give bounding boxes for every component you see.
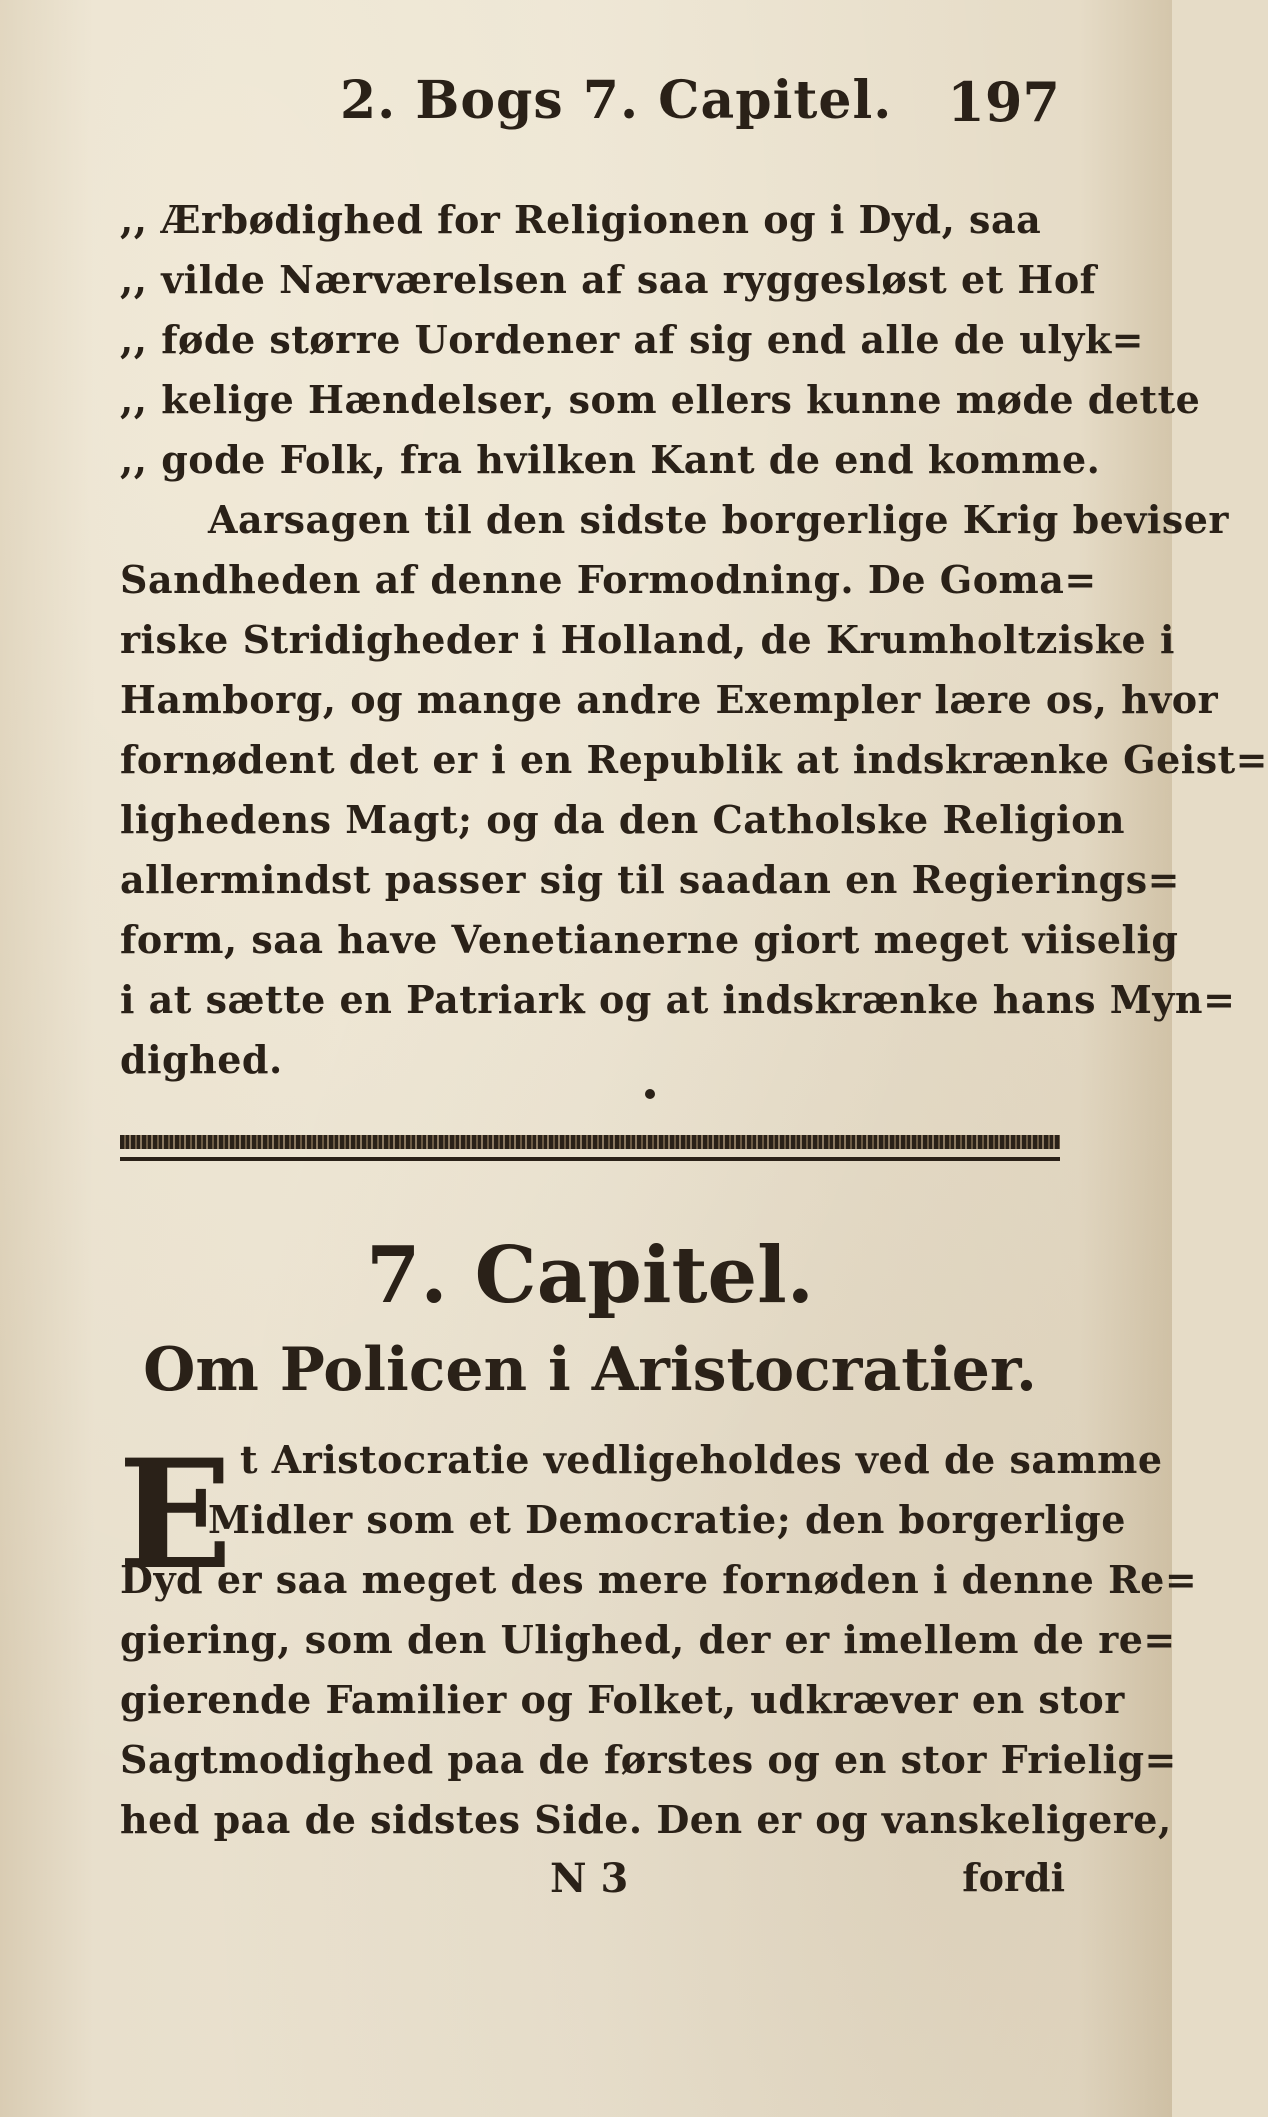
divider-dot — [645, 1089, 655, 1099]
chapter-subtitle: Om Policen i Aristocratier. — [143, 1335, 1037, 1405]
text-line: riske Stridigheder i Holland, de Krumholtziske i — [120, 617, 1175, 662]
text-line: giering, som den Ulighed, der er imellem de re= — [120, 1617, 1176, 1662]
chapter-heading: 7. Capitel. — [366, 1230, 814, 1321]
text-line: dighed. — [120, 1037, 283, 1082]
text-line: ,, kelige Hændelser, som ellers kunne møde dette — [120, 377, 1201, 422]
drop-cap: E — [118, 1427, 233, 1603]
page-header — [120, 70, 1060, 140]
text-line: Sagtmodighed paa de førstes og en stor Frielig= — [120, 1737, 1177, 1782]
text-line: Aarsagen til den sidste borgerlige Krig beviser — [208, 497, 1229, 542]
text-line: Hamborg, og mange andre Exempler lære os, hvor — [120, 677, 1219, 722]
page-footer — [120, 1855, 1065, 1915]
quoted-paragraph — [120, 190, 1201, 490]
section-divider — [120, 1135, 1060, 1171]
text-line: ,, gode Folk, fra hvilken Kant de end komme. — [120, 437, 1101, 482]
running-title: 2. Bogs 7. Capitel. — [340, 70, 893, 131]
paragraph-aristocracy — [118, 1427, 1198, 1850]
divider-rule — [120, 1157, 1060, 1161]
text-line: Dyd er saa meget des mere fornøden i denne Re= — [120, 1557, 1198, 1602]
text-line: form, saa have Venetianerne giort meget viiselig — [120, 917, 1179, 962]
catchword: fordi — [962, 1855, 1065, 1900]
text-line: Sandheden af denne Formodning. De Goma= — [120, 557, 1097, 602]
text-line: ,, Ærbødighed for Religionen og i Dyd, saa — [120, 197, 1042, 242]
signature-mark: N 3 — [550, 1855, 629, 1902]
text-line: ,, vilde Nærværelsen af saa ryggesløst et Hof — [120, 257, 1097, 302]
text-line: lighedens Magt; og da den Catholske Religion — [120, 797, 1126, 842]
text-line: fornødent det er i en Republik at indskrænke Geist= — [120, 737, 1268, 782]
decorative-band — [120, 1135, 1060, 1149]
text-line: i at sætte en Patriark og at indskrænke hans Myn= — [120, 977, 1236, 1022]
text-line: gierende Familier og Folket, udkræver en stor — [120, 1677, 1125, 1722]
text-line: t Aristocratie vedligeholdes ved de samme — [240, 1437, 1163, 1482]
text-line: Midler som et Democratie; den borgerlige — [208, 1497, 1126, 1542]
page-number: 197 — [947, 70, 1060, 134]
text-line: ,, føde større Uordener af sig end alle de ulyk= — [120, 317, 1145, 362]
text-line: allermindst passer sig til saadan en Regierings= — [120, 857, 1180, 902]
paragraph-causes — [120, 490, 1268, 1090]
text-line: hed paa de sidstes Side. Den er og vanskeligere, — [120, 1797, 1172, 1842]
